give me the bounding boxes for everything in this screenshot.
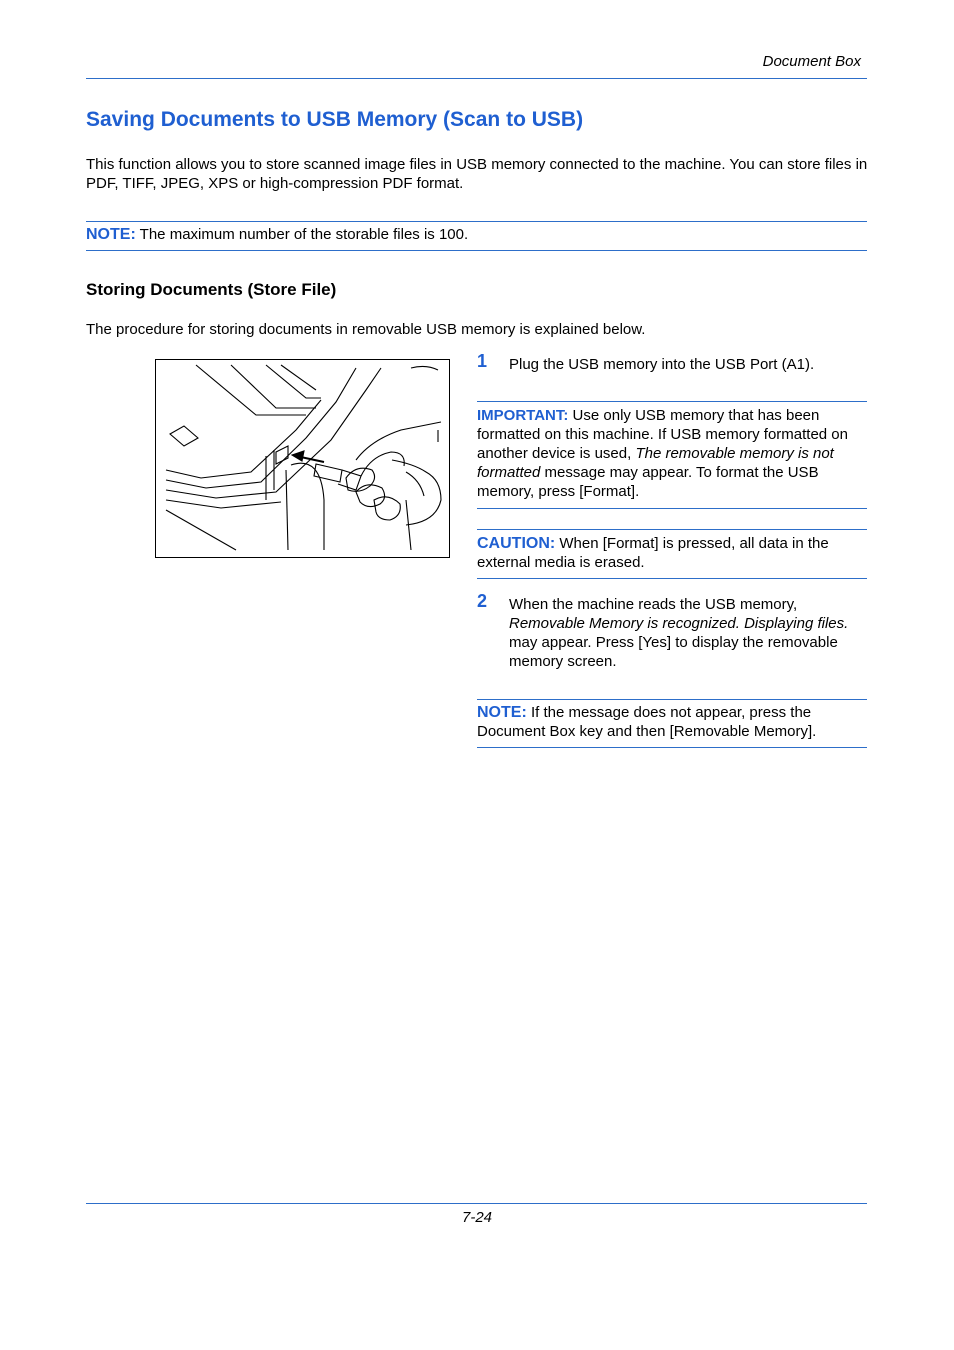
important-text-2: message may appear. To format the USB memory, press [Format]. <box>477 464 819 500</box>
step-1-number: 1 <box>477 351 488 371</box>
note-label: NOTE: <box>86 226 136 243</box>
note-bottom-rule <box>86 250 867 251</box>
caution-block <box>477 534 867 572</box>
caution-text: When [Format] is pressed, all data in the external media is erased. <box>477 535 829 571</box>
note-1 <box>86 225 871 244</box>
note-2-label: NOTE: <box>477 704 527 721</box>
note-2-top-rule <box>477 699 867 700</box>
footer-rule <box>86 1203 867 1204</box>
important-bottom-rule <box>477 508 867 509</box>
step-2-number: 2 <box>477 591 488 611</box>
step-2-text <box>509 595 869 671</box>
step-2-text-italic: Removable Memory is recognized. Displaying files. <box>509 615 849 632</box>
note-text: The maximum number of the storable files is 100. <box>135 226 469 243</box>
usb-insertion-illustration <box>155 359 450 558</box>
subsection-intro: The procedure for storing documents in removable USB memory is explained below. <box>86 321 646 338</box>
important-block <box>477 406 867 501</box>
step-1-text: Plug the USB memory into the USB Port (A1). <box>509 356 815 373</box>
important-top-rule <box>477 401 867 402</box>
page-number: 7-24 <box>461 1209 493 1226</box>
note-2 <box>477 703 867 741</box>
running-header: Document Box <box>762 53 861 70</box>
caution-top-rule <box>477 529 867 530</box>
important-label: IMPORTANT: <box>477 407 569 424</box>
note-top-rule <box>86 221 867 222</box>
header-rule <box>86 78 867 79</box>
subsection-title: Storing Documents (Store File) <box>86 280 337 299</box>
step-2-text-1: When the machine reads the USB memory, <box>509 596 798 613</box>
important-text-italic: The removable memory is not formatted <box>477 445 834 481</box>
caution-label: CAUTION: <box>477 535 556 552</box>
section-intro: This function allows you to store scanned image files in USB memory connected to the machine. You can store files in PDF, TIFF, JPEG, XPS or high-compression PDF format. <box>86 156 868 192</box>
section-title: Saving Documents to USB Memory (Scan to USB) <box>86 108 584 131</box>
note-2-text: If the message does not appear, press the Document Box key and then [Removable Memory]. <box>477 704 817 740</box>
important-text-1: Use only USB memory that has been formatted on this machine. If USB memory formatted on another device is used, <box>477 407 848 462</box>
step-2-text-2: may appear. Press [Yes] to display the removable memory screen. <box>509 634 838 670</box>
usb-port-drawing <box>156 360 449 557</box>
note-2-bottom-rule <box>477 747 867 748</box>
caution-bottom-rule <box>477 578 867 579</box>
